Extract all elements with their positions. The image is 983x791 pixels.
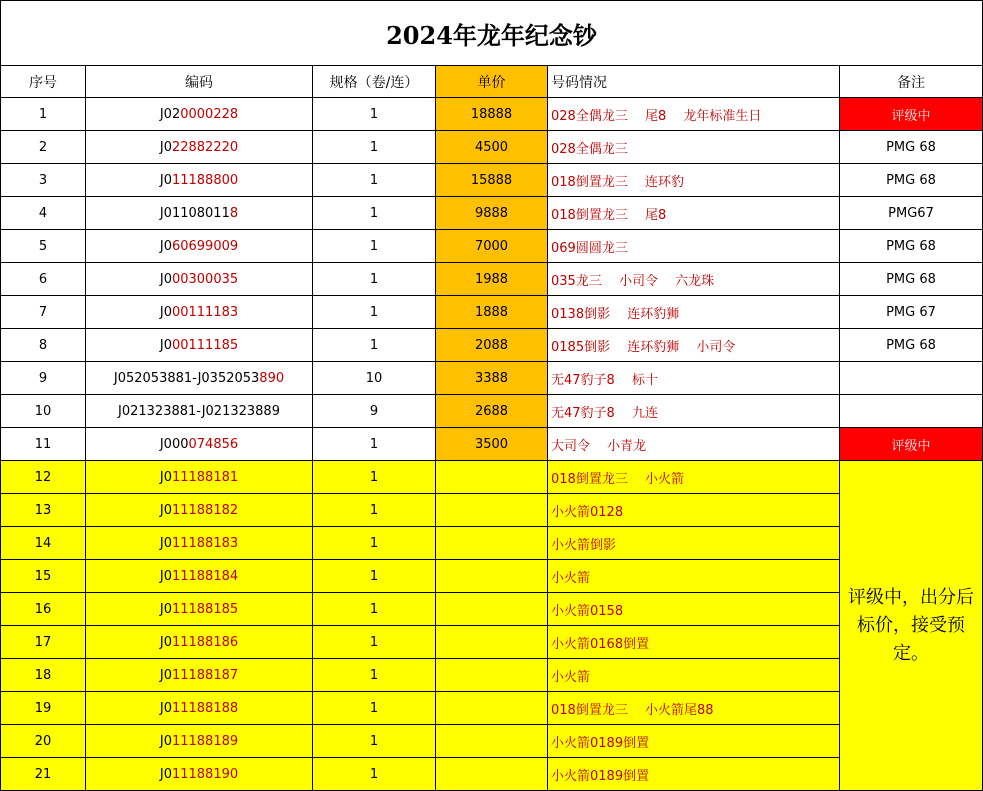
price-cell[interactable]: [436, 626, 548, 659]
desc-cell[interactable]: 018倒置龙三 尾8: [548, 197, 840, 230]
no-cell[interactable]: 10: [1, 395, 86, 428]
price-cell[interactable]: [436, 494, 548, 527]
no-cell[interactable]: 18: [1, 659, 86, 692]
header-spec[interactable]: 规格（卷/连）: [313, 66, 436, 98]
code-cell[interactable]: [86, 263, 313, 296]
price-cell[interactable]: [436, 659, 548, 692]
desc-cell[interactable]: 无47豹子8 标十: [548, 362, 840, 395]
spec-cell[interactable]: 10: [313, 362, 436, 395]
code-highlight: 60699009: [171, 238, 239, 254]
grading-remark[interactable]: 评级中，出分后标价，接受预定。: [840, 461, 983, 791]
code-prefix: J0: [159, 502, 172, 518]
note-cell[interactable]: PMG 68: [840, 131, 983, 164]
code-highlight: 00111183: [171, 304, 239, 320]
price-cell[interactable]: 15888: [436, 164, 548, 197]
table-row: [1, 527, 983, 560]
desc-cell[interactable]: 028全偶龙三: [548, 131, 840, 164]
code-cell[interactable]: [86, 362, 313, 395]
code-prefix: J0: [159, 667, 172, 683]
price-cell[interactable]: 9888: [436, 197, 548, 230]
code-cell[interactable]: [86, 527, 313, 560]
desc-cell[interactable]: 018倒置龙三 连环豹: [548, 164, 840, 197]
code-highlight: 00111185: [171, 337, 239, 353]
no-cell[interactable]: 19: [1, 692, 86, 725]
spec-cell[interactable]: 1: [313, 230, 436, 263]
price-cell[interactable]: 4500: [436, 131, 548, 164]
code-cell[interactable]: [86, 98, 313, 131]
no-cell[interactable]: 21: [1, 758, 86, 791]
desc-cell[interactable]: 0185倒影 连环豹狮 小司令: [548, 329, 840, 362]
desc-cell[interactable]: 035龙三 小司令 六龙珠: [548, 263, 840, 296]
price-cell[interactable]: 18888: [436, 98, 548, 131]
no-cell[interactable]: 15: [1, 560, 86, 593]
desc-cell[interactable]: 小火箭倒影: [548, 527, 840, 560]
spec-cell[interactable]: 1: [313, 164, 436, 197]
code-highlight: 11188186: [171, 634, 239, 650]
spec-cell[interactable]: 1: [313, 263, 436, 296]
price-cell[interactable]: [436, 758, 548, 791]
header-note[interactable]: 备注: [840, 66, 983, 98]
spec-cell[interactable]: 9: [313, 395, 436, 428]
note-cell[interactable]: PMG 67: [840, 296, 983, 329]
code-prefix: J0: [159, 601, 172, 617]
table-row: [1, 692, 983, 725]
price-cell[interactable]: 3500: [436, 428, 548, 461]
no-cell[interactable]: 14: [1, 527, 86, 560]
note-cell[interactable]: PMG67: [840, 197, 983, 230]
desc-cell[interactable]: 大司令 小青龙: [548, 428, 840, 461]
no-cell[interactable]: 16: [1, 593, 86, 626]
code-prefix: J0: [159, 766, 172, 782]
table-row: [1, 197, 983, 230]
price-cell[interactable]: [436, 560, 548, 593]
price-cell[interactable]: [436, 527, 548, 560]
note-cell[interactable]: 评级中: [840, 98, 983, 131]
code-highlight: 11188181: [171, 469, 239, 485]
desc-cell[interactable]: 小火箭0189倒置: [548, 758, 840, 791]
code-cell[interactable]: [86, 395, 313, 428]
table-row: [1, 428, 983, 461]
price-cell[interactable]: [436, 461, 548, 494]
code-prefix: J0: [159, 172, 172, 188]
price-cell[interactable]: [436, 725, 548, 758]
code-prefix: J0: [159, 733, 172, 749]
no-cell[interactable]: 9: [1, 362, 86, 395]
no-cell[interactable]: 13: [1, 494, 86, 527]
table-row: [1, 560, 983, 593]
desc-cell[interactable]: 069圆圆龙三: [548, 230, 840, 263]
price-cell[interactable]: 1888: [436, 296, 548, 329]
table-row: [1, 494, 983, 527]
desc-cell[interactable]: 小火箭0128: [548, 494, 840, 527]
sheet-title[interactable]: 2024年龙年纪念钞: [1, 1, 983, 66]
code-highlight: 11188187: [171, 667, 239, 683]
table-row: [1, 164, 983, 197]
code-prefix: J01108011: [159, 205, 230, 221]
price-cell[interactable]: [436, 593, 548, 626]
spec-cell[interactable]: 1: [313, 131, 436, 164]
spec-cell[interactable]: 1: [313, 461, 436, 494]
price-cell[interactable]: 2688: [436, 395, 548, 428]
code-highlight: 890: [259, 370, 285, 386]
code-highlight: 074856: [188, 436, 239, 452]
spec-cell[interactable]: 1: [313, 758, 436, 791]
table-row: [1, 725, 983, 758]
header-row: [1, 66, 983, 98]
spec-cell[interactable]: 1: [313, 692, 436, 725]
desc-cell[interactable]: 小火箭0158: [548, 593, 840, 626]
desc-cell[interactable]: 028全偶龙三 尾8 龙年标准生日: [548, 98, 840, 131]
code-highlight: 11188189: [171, 733, 239, 749]
price-cell[interactable]: [436, 692, 548, 725]
table-row: [1, 659, 983, 692]
desc-cell[interactable]: 无47豹子8 九连: [548, 395, 840, 428]
code-highlight: 11188185: [171, 601, 239, 617]
note-cell[interactable]: PMG 68: [840, 329, 983, 362]
code-prefix: J02: [159, 106, 181, 122]
note-cell[interactable]: PMG 68: [840, 164, 983, 197]
table-row: [1, 263, 983, 296]
table-row: [1, 758, 983, 791]
code-prefix: J0: [159, 337, 172, 353]
code-highlight: 00300035: [171, 271, 239, 287]
code-cell[interactable]: [86, 164, 313, 197]
spec-cell[interactable]: 1: [313, 725, 436, 758]
code-highlight: 22882220: [171, 139, 239, 155]
no-cell[interactable]: 6: [1, 263, 86, 296]
no-cell[interactable]: 5: [1, 230, 86, 263]
price-cell[interactable]: 3388: [436, 362, 548, 395]
spec-cell[interactable]: 1: [313, 626, 436, 659]
desc-cell[interactable]: 0138倒影 连环豹狮: [548, 296, 840, 329]
note-cell[interactable]: 评级中: [840, 428, 983, 461]
price-cell[interactable]: 1988: [436, 263, 548, 296]
desc-cell[interactable]: 小火箭0189倒置: [548, 725, 840, 758]
note-cell[interactable]: [840, 395, 983, 428]
code-prefix: J0: [159, 469, 172, 485]
table-row: [1, 296, 983, 329]
table-row: [1, 131, 983, 164]
table-row: [1, 395, 983, 428]
header-desc[interactable]: 号码情况: [548, 66, 840, 98]
spec-cell[interactable]: 1: [313, 593, 436, 626]
code-prefix: J0: [159, 139, 172, 155]
spec-cell[interactable]: 1: [313, 197, 436, 230]
code-prefix: J0: [159, 238, 172, 254]
code-prefix: J0: [159, 271, 172, 287]
code-prefix: J0: [159, 568, 172, 584]
code-cell[interactable]: [86, 329, 313, 362]
code-cell[interactable]: [86, 659, 313, 692]
no-cell[interactable]: 12: [1, 461, 86, 494]
no-cell[interactable]: 2: [1, 131, 86, 164]
code-cell[interactable]: [86, 230, 313, 263]
table-row: [1, 461, 983, 494]
code-prefix: J0: [159, 304, 172, 320]
code-cell[interactable]: [86, 494, 313, 527]
no-cell[interactable]: 3: [1, 164, 86, 197]
code-cell[interactable]: [86, 560, 313, 593]
table-row: [1, 362, 983, 395]
code-highlight: 8: [229, 205, 239, 221]
price-cell[interactable]: 7000: [436, 230, 548, 263]
code-cell[interactable]: [86, 593, 313, 626]
code-cell[interactable]: [86, 692, 313, 725]
code-prefix: J052053881-J0352053: [113, 370, 260, 386]
code-highlight: 11188182: [171, 502, 239, 518]
header-no[interactable]: 序号: [1, 66, 86, 98]
spec-cell[interactable]: 1: [313, 329, 436, 362]
table-row: [1, 626, 983, 659]
no-cell[interactable]: 11: [1, 428, 86, 461]
header-price[interactable]: 单价: [436, 66, 548, 98]
code-highlight: 11188188: [171, 700, 239, 716]
desc-cell[interactable]: 小火箭: [548, 659, 840, 692]
no-cell[interactable]: 7: [1, 296, 86, 329]
code-cell[interactable]: [86, 197, 313, 230]
table-row: [1, 98, 983, 131]
spec-cell[interactable]: 1: [313, 659, 436, 692]
desc-cell[interactable]: 018倒置龙三 小火箭尾88: [548, 692, 840, 725]
code-highlight: 11188800: [171, 172, 239, 188]
no-cell[interactable]: 20: [1, 725, 86, 758]
code-prefix: J021323881-J021323889: [118, 403, 280, 419]
code-cell[interactable]: [86, 626, 313, 659]
code-prefix: J0: [159, 700, 172, 716]
spec-cell[interactable]: 1: [313, 527, 436, 560]
no-cell[interactable]: 17: [1, 626, 86, 659]
spec-cell[interactable]: 1: [313, 296, 436, 329]
note-cell[interactable]: PMG 68: [840, 230, 983, 263]
spec-cell[interactable]: 1: [313, 494, 436, 527]
code-cell[interactable]: [86, 296, 313, 329]
code-highlight: 0000228: [180, 106, 239, 122]
price-cell[interactable]: 2088: [436, 329, 548, 362]
spec-cell[interactable]: 1: [313, 560, 436, 593]
code-cell[interactable]: [86, 131, 313, 164]
note-cell[interactable]: PMG 68: [840, 263, 983, 296]
table-row: [1, 329, 983, 362]
no-cell[interactable]: 8: [1, 329, 86, 362]
code-prefix: J0: [159, 535, 172, 551]
code-cell[interactable]: [86, 461, 313, 494]
spec-cell[interactable]: 1: [313, 98, 436, 131]
table-row: [1, 230, 983, 263]
code-cell[interactable]: [86, 725, 313, 758]
code-cell[interactable]: [86, 428, 313, 461]
spec-cell[interactable]: 1: [313, 428, 436, 461]
desc-cell[interactable]: 018倒置龙三 小火箭: [548, 461, 840, 494]
code-highlight: 11188184: [171, 568, 239, 584]
code-prefix: J000: [159, 436, 189, 452]
code-highlight: 11188183: [171, 535, 239, 551]
no-cell[interactable]: 4: [1, 197, 86, 230]
no-cell[interactable]: 1: [1, 98, 86, 131]
code-highlight: 11188190: [171, 766, 239, 782]
table-row: [1, 593, 983, 626]
code-cell[interactable]: [86, 758, 313, 791]
desc-cell[interactable]: 小火箭: [548, 560, 840, 593]
desc-cell[interactable]: 小火箭0168倒置: [548, 626, 840, 659]
header-code[interactable]: 编码: [86, 66, 313, 98]
code-prefix: J0: [159, 634, 172, 650]
note-cell[interactable]: [840, 362, 983, 395]
